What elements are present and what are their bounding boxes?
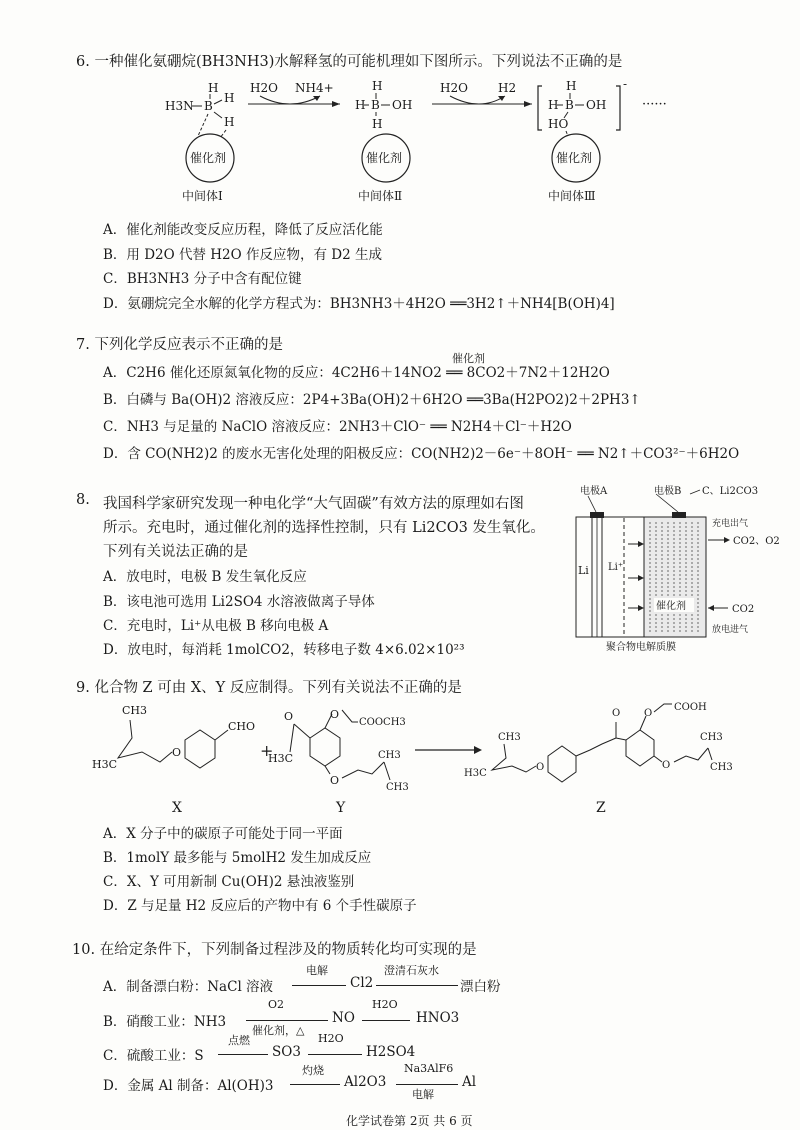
q6-h2o-2: H2O (440, 81, 468, 95)
q10-option-d-mid: Al2O3 (344, 1074, 387, 1090)
q6-int3-h-top: H (566, 79, 577, 93)
q9-z-o-ketone: O (612, 708, 621, 719)
q8-co2-o2-label: CO2、O2 (733, 536, 780, 547)
q6-int2-oh: OH (392, 98, 413, 112)
q9-text: 化合物 Z 可由 X、Y 反应制得。下列有关说法不正确的是 (94, 680, 462, 696)
q10-option-b-prefix: B．硝酸工业：NH3 (103, 1014, 227, 1030)
q8-option-d: D．放电时，每消耗 1molCO2，转移电子数 4×6.02×10²³ (103, 642, 465, 658)
q10-option-c-end: H2SO4 (366, 1044, 416, 1060)
q7-number: 7. (76, 337, 90, 353)
q9-y-o-ether: O (330, 708, 340, 721)
q6-mechanism-diagram (150, 74, 710, 214)
q9-option-d: D．Z 与足量 H2 反应后的产物中有 6 个手性碳原子 (103, 898, 417, 914)
q9-z-label: Z (596, 800, 606, 815)
q9-z-o-right: O (662, 760, 671, 771)
q8-electrode-b-label: 电极B (654, 486, 682, 497)
q10-option-d-cond2: Na3AlF6 (404, 1062, 454, 1075)
q9-y-ch3-bottom: CH3 (386, 782, 409, 793)
q9-y-cooch3: COOCH3 (359, 717, 406, 728)
q6-number: 6. (76, 54, 90, 70)
q10-text: 在给定条件下，下列制备过程涉及的物质转化均可实现的是 (99, 942, 477, 958)
q10-option-b-arrow1 (246, 1020, 328, 1021)
q10-option-a-end: 漂白粉 (460, 979, 501, 995)
q9-z-ch3-left: CH3 (498, 732, 521, 743)
q9-z-ch3-bottom: CH3 (710, 762, 733, 773)
q6-nh4: NH4+ (295, 81, 334, 95)
q9-number: 9. (76, 680, 90, 696)
q10-option-a-prefix: A．制备漂白粉：NaCl 溶液 (103, 979, 274, 995)
q10-option-a-cond2: 澄清石灰水 (384, 964, 439, 977)
q10-option-a-cond1: 电解 (306, 964, 328, 977)
q10-option-d-arrow1 (290, 1084, 340, 1085)
q8-option-c: C．充电时，Li⁺从电极 B 移向电极 A (103, 618, 329, 634)
q7-option-d: D．含 CO(NH2)2 的废水无害化处理的阳极反应：CO(NH2)2－6e⁻＋8OH⁻ ══ N2↑＋CO3²⁻＋6H2O (103, 446, 740, 462)
q6-int3-h-left: H (548, 98, 559, 112)
q6-int1: 中间体Ⅰ (182, 189, 223, 203)
q6-stem (76, 50, 622, 71)
q9-z-o-ether: O (644, 708, 653, 719)
q6-h-lower: H (224, 115, 235, 129)
q8-electrode-a-label: 电极A (580, 486, 608, 497)
q6-catalyst-3: 催化剂 (556, 151, 593, 165)
q8-membrane-label: 聚合物电解质膜 (606, 642, 676, 653)
q9-y-label: Y (336, 800, 346, 815)
q10-option-b-cond1b: 催化剂，△ (252, 1024, 305, 1037)
q6-catalyst-2: 催化剂 (366, 151, 403, 165)
q9-plus: + (260, 741, 274, 760)
q6-catalyst-1: 催化剂 (190, 151, 227, 165)
q9-y-h3c: H3C (268, 752, 294, 765)
q9-option-c: C．X、Y 可用新制 Cu(OH)2 悬浊液鉴别 (103, 874, 355, 890)
q6-option-a: A．催化剂能改变反应历程，降低了反应活化能 (103, 222, 383, 238)
q9-option-b: B．1molY 最多能与 5molH2 发生加成反应 (103, 850, 372, 866)
q8-option-b: B．该电池可选用 Li2SO4 水溶液做离子导体 (103, 594, 375, 610)
q10-option-d-arrow2 (396, 1084, 458, 1085)
q6-int2-h-top: H (372, 79, 383, 93)
q6-h3n: H3N (165, 99, 194, 113)
q6-h2: H2 (498, 81, 517, 95)
q7-option-b: B．白磷与 Ba(OH)2 溶液反应：2P4+3Ba(OH)2＋6H2O ══3Ba(H2PO2)2＋2PH3↑ (103, 392, 641, 408)
q8-number: 8. (76, 492, 90, 508)
q6-int2-b: B (371, 98, 380, 112)
q10-option-b-cond2: H2O (372, 998, 398, 1011)
q10-option-c-prefix: C．硫酸工业：S (103, 1048, 204, 1064)
q6-option-b: B．用 D2O 代替 H2O 作反应物，有 D2 生成 (103, 247, 382, 263)
q6-h-right: H (224, 91, 235, 105)
q10-number: 10. (72, 942, 96, 958)
q9-x-label: X (172, 800, 182, 815)
q9-z-cooh: COOH (674, 702, 707, 713)
q9-stem (76, 676, 462, 697)
q9-x-o: O (172, 746, 182, 759)
q6-dots: ······ (642, 97, 667, 112)
q8-option-a: A．放电时，电极 B 发生氧化反应 (103, 569, 307, 585)
q6-int3: 中间体Ⅲ (548, 189, 596, 203)
q8-co2-label: CO2 (732, 604, 755, 615)
q9-z-o-left: O (536, 762, 545, 773)
q6-text: 一种催化氨硼烷(BH3NH3)水解释氢的可能机理如下图所示。下列说法不正确的是 (94, 54, 623, 70)
q6-int3-b: B (565, 98, 574, 112)
q9-z-h3c: H3C (464, 768, 487, 779)
q9-y-o-top: O (284, 710, 294, 723)
q10-option-c-cond2: H2O (318, 1032, 344, 1045)
q10-option-a-arrow2 (376, 985, 458, 986)
q8-charge-out-label: 充电出气 (712, 519, 749, 529)
q10-option-d-cond1: 灼烧 (302, 1064, 324, 1077)
q6-h-top: H (208, 81, 219, 95)
page-footer: 化学试卷第 2页 共 6 页 (346, 1114, 473, 1128)
q9-x-ch3: CH3 (122, 704, 148, 717)
q9-z-ch3-top: CH3 (700, 732, 723, 743)
q9-x-cho: CHO (228, 720, 256, 733)
q9-reaction-scheme (80, 700, 760, 815)
q7-option-c: C．NH3 与足量的 NaClO 溶液反应：2NH3＋ClO⁻ ══ N2H4＋Cl⁻＋H2O (103, 419, 572, 435)
q10-option-c-arrow1 (218, 1054, 268, 1055)
q10-option-c-mid: SO3 (272, 1044, 301, 1060)
q6-option-d: D．氨硼烷完全水解的化学方程式为：BH3NH3＋4H2O ══3H2↑＋NH4[B(OH)4] (103, 296, 615, 312)
q9-y-o-bottom: O (330, 774, 340, 787)
q8-discharge-in-label: 放电进气 (712, 625, 749, 635)
q6-int3-ho: HO (548, 117, 569, 131)
q7-condition: 催化剂 (452, 352, 485, 365)
q8-li-plus-label: Li⁺ (608, 562, 624, 573)
q10-option-b-arrow2 (362, 1020, 410, 1021)
q6-option-c: C．BH3NH3 分子中含有配位键 (103, 271, 302, 287)
q8-catalyst-label: 催化剂 (656, 601, 686, 612)
q6-b1: B (204, 99, 213, 113)
q10-option-a-mid: Cl2 (350, 975, 374, 991)
q8-battery-diagram (568, 482, 788, 657)
q9-option-a: A．X 分子中的碳原子可能处于同一平面 (103, 826, 343, 842)
q10-option-d-prefix: D．金属 Al 制备：Al(OH)3 (103, 1078, 274, 1094)
q10-option-b-end: HNO3 (416, 1010, 460, 1026)
q10-option-b-mid: NO (332, 1010, 355, 1026)
q6-int2: 中间体Ⅱ (358, 189, 403, 203)
q10-stem (72, 938, 477, 959)
q7-text: 下列化学反应表示不正确的是 (94, 337, 283, 353)
q9-y-ch3-top: CH3 (378, 750, 401, 761)
q8-stem-line-2: 所示。充电时，通过催化剂的选择性控制，只有 Li2CO3 发生氧化。 (103, 520, 545, 536)
q9-x-h3c: H3C (92, 758, 118, 771)
q7-stem (76, 333, 283, 354)
q6-int3-oh: OH (586, 98, 607, 112)
q6-int2-h-left: H (355, 98, 366, 112)
q8-c-li2co3-label: C、Li2CO3 (702, 486, 759, 497)
q8-stem-line-3: 下列有关说法正确的是 (103, 544, 248, 560)
q7-option-a: A．C2H6 催化还原氮氧化物的反应：4C2H6＋14NO2 ══ 8CO2＋7N2＋12H2O (103, 365, 610, 381)
q10-option-d-end: Al (462, 1074, 477, 1090)
q6-int2-h-bottom: H (372, 117, 383, 131)
q6-int3-minus: - (623, 77, 628, 91)
q8-li-label: Li (578, 564, 589, 577)
q10-option-d-cond2b: 电解 (412, 1088, 434, 1101)
q10-option-b-cond1: O2 (268, 998, 285, 1011)
q6-h2o-1: H2O (250, 81, 278, 95)
q10-option-c-cond1: 点燃 (228, 1034, 250, 1047)
q10-option-c-arrow2 (308, 1054, 362, 1055)
q8-stem-line-1: 我国科学家研究发现一种电化学“大气固碳”有效方法的原理如右图 (103, 496, 524, 512)
q10-option-a-arrow1 (292, 985, 346, 986)
